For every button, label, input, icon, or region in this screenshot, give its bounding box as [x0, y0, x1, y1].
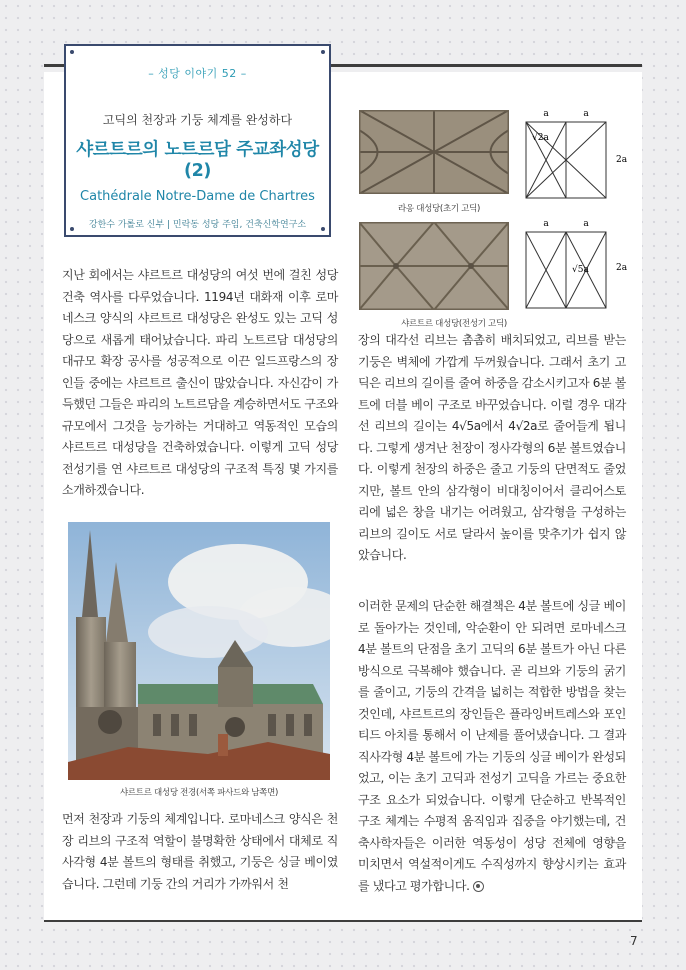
laon-vault-photo: [359, 110, 509, 194]
diagram-label: √5a: [572, 265, 589, 275]
footer-rule: [44, 920, 642, 922]
photo-caption: 라옹 대성당(초기 고딕): [397, 204, 481, 214]
corner-dot: [70, 50, 74, 54]
series-label: – 성당 이야기 52 –: [148, 67, 247, 80]
corner-dot: [321, 50, 325, 54]
diagram-label: 2a: [616, 263, 628, 273]
body-paragraph: [358, 596, 626, 897]
diagram-label: a: [543, 219, 549, 229]
body-paragraph: 장의 대각선 리브는 촘촘히 배치되었고, 리브를 받는 기둥은 벽체에 가깝게 두꺼웠습니다. 그래서 초기 고딕은 리브의 길이를 줄여 하중을 감소시키고자 6분 볼트에 더블 베이 구조로 바꾸었습니다. 이럴 경우 대각선 리브의 길이는 4√5a에서 4√2a로 줄어들게 됩니다. 그렇게 생겨난 천장이 정사각형의 6분 볼트였습니다. 이렇게 천장의 하중은 줄고 기둥의 단면적도 줄었지만, 볼트 안의 삼각형이 비대칭이어서 클리어스토리에 넓은 창을 내기는 어려웠고, 삼각형을 구성하는 리브의 길이도 서로 달라서 높이를 맞추기가 쉽지 않았습니다.: [358, 333, 626, 562]
chartres-vault-photo: [359, 222, 509, 310]
article-title-english: Cathédrale Notre-Dame de Chartres: [80, 189, 315, 204]
photo-caption: 샤르트르 대성당 전경(서쪽 파사드와 남쪽면): [119, 788, 279, 798]
author-line: 강한수 가롤로 신부 | 민락동 성당 주임, 건축신학연구소: [88, 220, 307, 230]
article-subtitle: 고딕의 천장과 기둥 체계를 완성하다: [102, 113, 293, 127]
photo-caption: 샤르트르 대성당(전성기 고딕): [401, 319, 507, 329]
body-paragraph: 먼저 천장과 기둥의 체계입니다. 로마네스크 양식은 천장 리브의 구조적 역할이 불명확한 상태에서 대체로 직사각형 4분 볼트의 형태를 취했고, 기둥은 싱글 베이였습니다. 그런데 기둥 간의 거리가 가까워서 천: [62, 812, 338, 891]
vault-diagram-chartres: [520, 214, 630, 318]
diagram-label: 2a: [616, 155, 628, 165]
page-number: 7: [630, 934, 638, 948]
diagram-label: a: [583, 219, 589, 229]
article-title: 샤르트르의 노트르담 주교좌성당(2): [76, 140, 319, 181]
article-header: [64, 44, 331, 237]
diagram-label: a: [583, 109, 589, 119]
end-of-article-icon: [473, 881, 484, 892]
body-paragraph: 지난 회에서는 샤르트르 대성당의 여섯 번에 걸친 성당 건축 역사를 다루었습니다. 1194년 대화재 이후 로마네스크 양식의 샤르트르 대성당은 완성도 있는 고딕 성당으로 새롭게 태어났습니다. 파리 노트르담 대성당의 대규모 확장 공사를 성공적으로 이끈 일드프랑스의 장인들 중에는 샤르트르 출신이 많았습니다. 자신감이 가득했던 그들은 파리의 노트르담을 계승하면서도 구조와 규모에서 그것을 능가하는 거대하고 역동적인 모습의 샤르트르 대성당을 건축하였습니다. 이렇게 고딕 성당 전성기를 연 샤르트르 대성당의 구조적 특징 몇 가지를 소개하겠습니다.: [62, 268, 338, 497]
body-text: 이러한 문제의 단순한 해결책은 4분 볼트에 싱글 베이로 돌아가는 것인데, 악순환이 안 되려면 로마네스크 4분 볼트의 단점을 초기 고딕의 6분 볼트가 아닌 다른 방식으로 극복해야 했습니다. 곧 리브와 기둥의 굵기를 줄이고, 기둥의 간격을 넓히는 적합한 방법을 찾는 것인데, 샤르트르의 장인들은 플라잉버트레스와 포인티드 아치를 통해서 이 난제를 풀어냈습니다. 그 결과 직사각형 4분 볼트에 가는 기둥의 싱글 베이가 완성되었고, 이는 초기 고딕과 전성기 고딕을 가르는 중요한 구조 요소가 되었습니다. 이렇게 단순하고 반복적인 구조 체계는 수평적 움직임과 집중을 야기했는데, 건축사학자들은 이러한 역동성이 성당 전체에 영향을 미치면서 역설적이게도 수직성까지 향상시키는 효과를 냈다고 평가합니다.: [358, 599, 626, 893]
vault-diagram-laon: [520, 104, 630, 208]
diagram-label: √2a: [532, 133, 549, 143]
cathedral-photo: [68, 522, 330, 780]
diagram-label: a: [543, 109, 549, 119]
